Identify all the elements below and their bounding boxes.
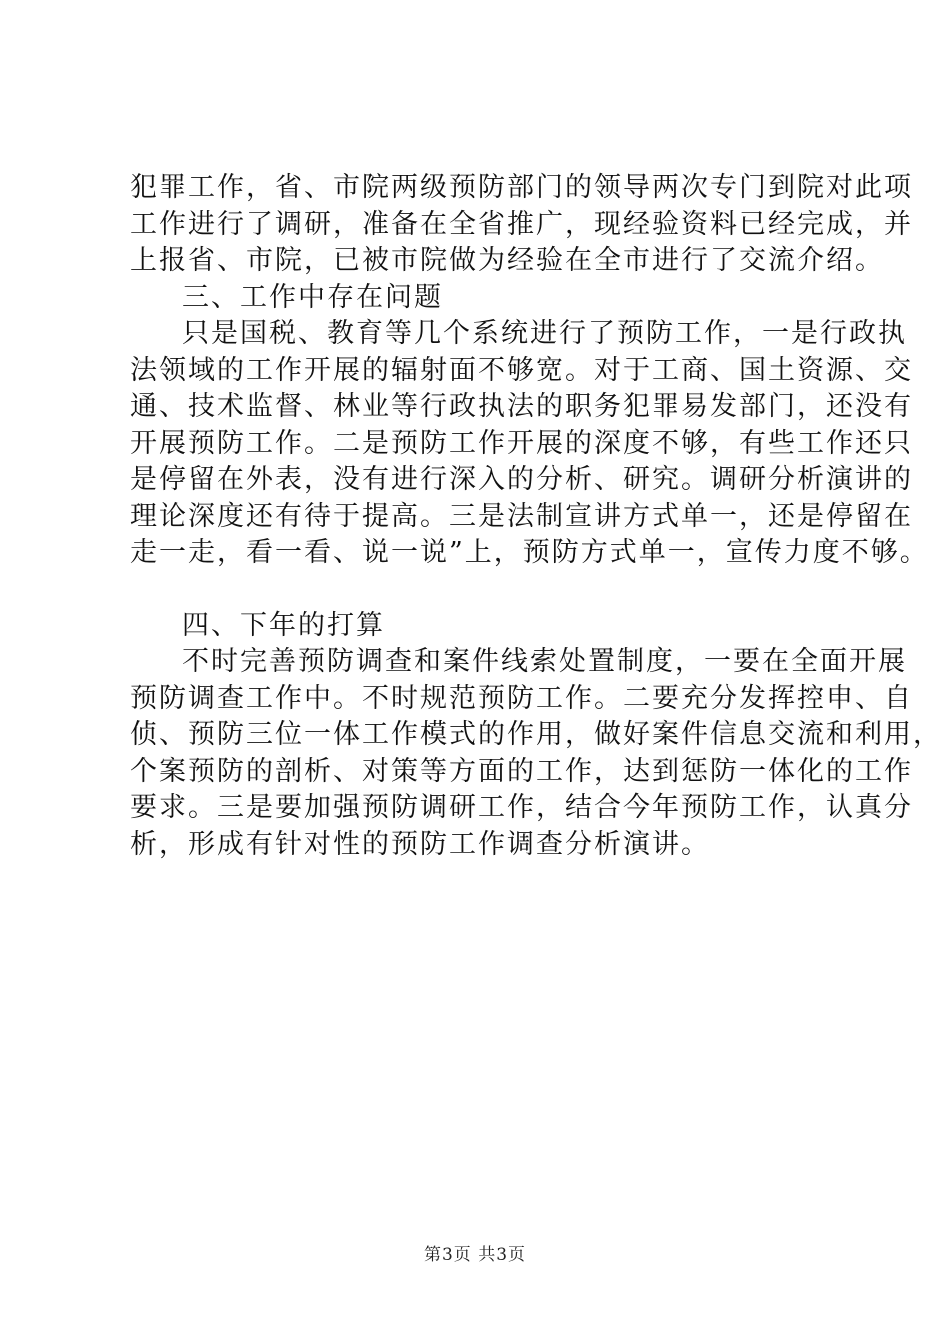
paragraph-line: 法领域的工作开展的辐射面不够宽。对于工商、国土资源、交 (130, 354, 913, 386)
paragraph-gap (130, 572, 840, 608)
paragraph-line: 走一走，看一看、说一说”上，预防方式单一，宣传力度不够。 (130, 537, 929, 568)
paragraph-line: 通、技术监督、林业等行政执法的职务犯罪易发部门，还没有 (130, 391, 913, 422)
paragraph-line: 预防调查工作中。不时规范预防工作。二要充分发挥控申、自 (130, 682, 913, 714)
paragraph-line: 犯罪工作，省、市院两级预防部门的领导两次专门到院对此项 (130, 172, 913, 203)
paragraph-line: 析，形成有针对性的预防工作调查分析演讲。 (130, 828, 710, 860)
paragraph-line: 要求。三是要加强预防调研工作，结合今年预防工作，认真分 (130, 792, 913, 823)
section-heading-next-year-plan: 四、下年的打算 (182, 609, 385, 641)
section-heading-problems: 三、工作中存在问题 (182, 281, 443, 313)
page-footer: 第3页 共3页 (423, 1245, 527, 1265)
paragraph-line: 开展预防工作。二是预防工作开展的深度不够，有些工作还只 (130, 427, 913, 459)
paragraph-line: 不时完善预防调查和案件线索处置制度，一要在全面开展 (182, 646, 907, 677)
paragraph-line: 只是国税、教育等几个系统进行了预防工作，一是行政执 (182, 318, 907, 349)
paragraph-line: 个案预防的剖析、对策等方面的工作，达到惩防一体化的工作 (130, 755, 913, 787)
paragraph-line: 是停留在外表，没有进行深入的分析、研究。调研分析演讲的 (130, 464, 913, 495)
paragraph-line: 工作进行了调研，准备在全省推广，现经验资料已经完成，并 (130, 208, 913, 240)
paragraph-line: 侦、预防三位一体工作模式的作用，做好案件信息交流和利用， (130, 719, 942, 750)
paragraph-line: 理论深度还有待于提高。三是法制宣讲方式单一，还是停留在 (130, 500, 913, 532)
paragraph-line: 上报省、市院，已被市院做为经验在全市进行了交流介绍。 (130, 245, 884, 276)
document-body (130, 170, 942, 863)
